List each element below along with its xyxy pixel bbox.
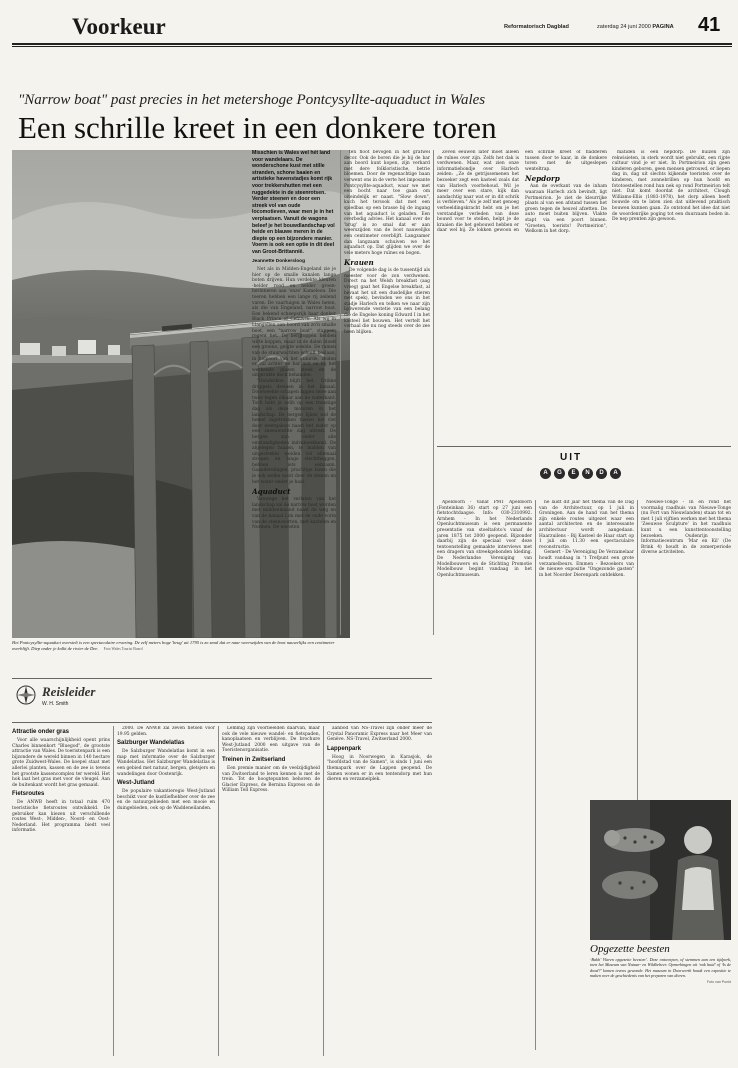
agenda-letter: A xyxy=(610,468,621,479)
col-divider xyxy=(637,500,638,800)
agenda-letter: D xyxy=(596,468,607,479)
reisleider-subhead: Salzburger Wandelatlas xyxy=(117,740,185,747)
col-divider xyxy=(340,150,341,635)
agenda-photo xyxy=(590,800,731,940)
date-line xyxy=(597,24,674,30)
agenda-letter: A xyxy=(540,468,551,479)
agenda-letter: E xyxy=(568,468,579,479)
article-lead: Misschien is Wales wel hét land voor wandelaars. De wonderschone kust met stille stranden, schone baaien en artistieke havenstadjes komt rijk voor trekkershutten met een ruggedekte in de steenrotsen. Verder steenen en door een streek vol van oude locomotieven, waar men je in het verplaatsen. Vanuit de wagons beleef je het bouwdlandschap vol heide en blauwe meren in de diepte op een bijzondere manier. Voerm is ook een optie in dit deel van Groot-Brittannië. xyxy=(252,150,335,255)
article-text: Vanwege het verlaten van het landschap zal de narrow boot worden met middenmaand naast de weg en van de kanaal Lim met de oude vorm van de steensoorten, met kastelen en Normen. De meesten xyxy=(252,497,336,531)
page-label: PAGINA xyxy=(652,24,674,30)
reisleider-text: De ANWB heeft in totaal ruim 470 toeristische fietsroutes ontwikkeld. De gebruiker kan kiezen uit verschillende routes West-, Midden-, Noord- en Oost-Nederland. Het programma biedt veel informatie. xyxy=(12,800,110,834)
masthead-rule-thin xyxy=(12,46,732,47)
compass-icon xyxy=(14,684,38,706)
reisleider-header xyxy=(12,682,432,712)
reisleider-text: Voor alle waarschijnlijkheid opent prins Charles binnenkort "Bluegod", de grootste attractie van Wales. De toeristenpark is een bijzondere de wereld binnen in 140 hectare grote Zuidwest-Wales. De koepel staat met allerlei planten, kassen en de zee is tevens het grootste kassencomplex ter wereld. Het hok laat het gras met voor de vleugel. Aan de buitenkant wordt het gras gemaaid. xyxy=(12,738,110,788)
subhead-aquaduct: Aquaduct xyxy=(252,487,291,497)
article-text: De volgende dag is de tussentijd als meester voor de zon verdwenen. Direct na het Welsh breakfast (aag vroeg) gaat het Engelse breakfast, al bevaat het uit een dusdelijke stieren met spek), bevinden we ons in het stadje Harlech en telken we naar zijn lijdwerende vestetie van een belang die de Engelse koning Edward I in het kasteel liet bouwen. Het vertelt het verhaal die nu nog steeds over de zee heen blijken. xyxy=(344,268,430,335)
agenda-text: Apeldoorn - Vanaf PMT Apeldoorn (Fonteinkan 36) start op 27 juni een fietstochtdaagse. Info: 030-2310992. Arnhem - In het Nederlands Openluchtmuseum is een permanente presentatie van stoeltafoto's vanaf de jaren 1875 tot 2000 geopend. Bijzonder daarbij zijn de speciaal voor deze tentoonstelling gemaakte interviews met een dragers van streekgebonden kleding. De Nederlandse Vereniging van Modelbouwers en de Stichting Promotie Modelbouw begint vandaag in het Openluchtmuseum. xyxy=(437,500,532,578)
section-title: Voorkeur xyxy=(72,14,166,39)
reisleider-text: Een premie manier om de veelzijdigheid van Zwitserland te leren kennen is met de trein. Tot de hoogtepunten behoren de Glacier Express, de Bernina Express en de William Tell Express. xyxy=(222,765,320,794)
reisleider-subhead: Lappenpark xyxy=(327,745,362,752)
agenda-caption-credit: Foto van Punkt xyxy=(706,979,731,984)
date: zaterdag 24 juni 2000 xyxy=(597,24,651,30)
kicker: "Narrow boat" past precies in het metershoge Pontcysyllte-aquaduct in Wales xyxy=(18,92,486,108)
subhead-nepdorp: Nepdorp xyxy=(525,174,560,184)
article-text: Zeven eeuwen later moet alleen de ruïnes over zijn. Zelfs het dak is verdwenen. Maar, wat zien onze informatiebondje over Harlech zeiden: ,,Ze de getrijssemenen het bezoeker zegt een kasteel zoals dat van Harlech voorbehoud. Wil je meer over een stare, kijk dan aandachtig naar wat er in dit schrik is verbleven." Als je zelf met genoeg verbeeldingskracht hebt om je het verstandige verleden van deze bouwd voor te stellen, helpt je de kraaien die het gebouwd hebben er daar wel bij. Ze lokken gewoon en een schrille kreet of fladderen tussen door te kaar, in de donkere toren met de uitgeslepen wenteltrap. xyxy=(437,150,607,234)
photo-caption xyxy=(12,640,350,653)
reisleider-column-1 xyxy=(12,726,110,1056)
reisleider-text: aanbod van NS-Travel zijn onder meer de Crystal Panoramic Express naar het Meer van Genève. NS-Travel, Zwitserland 2000. xyxy=(327,726,432,743)
agenda-column-3 xyxy=(641,500,731,800)
col-divider xyxy=(113,726,114,1056)
reisleider-subhead: Attractie onder gras xyxy=(12,729,70,735)
reisleider-text: 2000. De ANWB zal zeven fietsen voor 19.95 gelden. xyxy=(117,726,215,737)
photo-credit: Foto Wales Tourist Board xyxy=(103,646,143,651)
page-number: 41 xyxy=(698,14,721,36)
col-divider xyxy=(433,150,434,635)
reisleider-column-3 xyxy=(222,726,320,1056)
agenda-text: Nieuwe-Tonge - In en rond het voormalig raadhuis van Nieuwe-Tonge (nu Fort van Nieuwlanden) staan tot en met 1 juli vijftien werken met het thema ‘Zeeuwse Sculpture’ in het raadhuis kunt u een kunsttentoonstelling bezoeken. Oudenrijn - Informatiecentrum ‘Mar en Kil’ (De Brink 4) houdt in de zomerperiode diverse activiteiten. xyxy=(641,500,731,556)
agenda-letter: G xyxy=(554,468,565,479)
reisleider-text: Lemmig zijn voorbeelden daarvan, maar ook de vele nieuwe wandel- en fietspaden, kanoplaatsen en verblijven. De brochure West-Jutland 2000 een uitgave van de Toeristenorganisatie. xyxy=(222,726,320,754)
col-divider xyxy=(535,500,536,1050)
article-column-4 xyxy=(437,150,607,440)
agenda-caption xyxy=(590,943,731,984)
reisleider-text: Hoog in Noorwegen in Karasjok, de "hoofdstad van de Samen", is sinds 1 juni een themapark over de Lappen geopend. De Samen wonen er in een tentendorp met hun dieren en verzamelplek. xyxy=(327,754,432,783)
article-text: matiden is een nepdorp. De huizen zijn rekwisieten, in sterk wordt niet gebruikt, een rijpte cultuur vind je er niet. In Portmeirion zijn geen kinderen geboren, geen mensen getrouwd, er liepen dag in, dag uit slechts kijkende toeristen over de kinderen, met zonnebrillen op hun hoofd en fototoestellen rond hun nek op rond Portmeirion telt niet. Dat komt doordat de architect, Clough Williams-Ellis (1883-1978), het dorp alleen heeft bouwde om te laten zien dat uitlevend praktisch bouwen kunnen gaan. Zo ontstond het idee dat niet de woordenrijke poging tot een duurzaam boden in. De nep prenten zijn gewoon. xyxy=(612,150,730,223)
article-column-3 xyxy=(344,150,430,635)
article-text: "Donderbon blijft het. Drikke druppels dreinen in het kanaal. Doorweekte schapen liggen twee aan twee tegen elkaar aan de waterkant. Toch hebt je zelfs op een troostige dag als deze motoren in het landschap. De bergen lijken wel de hemel ingetrokken tussen het riet door weergaloos naast het water op een sneeuwwitte dag uitrest. De bergen zijn onder alle omstandigheden indrukwekkend. De afgelegen huizen, te midden van uitgestrekte weiden vol allemaal strepen en lange vlechtheggen, hebben iets eenzaam. Gaanderelingen, prachtige lanen die je ook welke nooit door de stenen en het water onder je haal. xyxy=(252,378,336,485)
reisleider-subhead: Treinen in Zwitserland xyxy=(222,756,286,763)
col-divider xyxy=(323,726,324,1056)
col-divider xyxy=(218,726,219,1056)
reisleider-top-rule xyxy=(12,678,432,679)
article-text: Aan de overkant van de inham waaraan Harlech zich bevindt, ligt Portmeirion. Je ziet de kleurrijke plaats al van een afstand tussen het groen tegen de heuvel afzetten. De auto moet buiten blijven. Vlakte stapt via een poort binnen. "Groeten, toerists! Portmeirion", Welkom in het dorp. xyxy=(525,184,607,235)
agenda-uit: UIT xyxy=(560,452,583,463)
reisleider-author: W. H. Smith xyxy=(42,701,69,707)
agenda-letters xyxy=(540,468,621,479)
reisleider-title: Reisleider xyxy=(42,684,96,699)
agenda-header xyxy=(540,452,660,498)
article-column-1 xyxy=(252,150,336,638)
paper-name: Reformatorisch Dagblad xyxy=(504,24,569,30)
agenda-caption-title: Opgezette beesten xyxy=(590,943,670,955)
article-author: Jeannette Donkersloog xyxy=(252,258,306,264)
reisleider-text: De Salzburger Wandelatlas komt in een map met informatie over de Salzburger Wandelatlas. Het Salzburger Wandelatlas is een gebied met natuur, bergen, gletsjers en wandelingen door Oostenrijk. xyxy=(117,749,215,777)
reisleider-rule xyxy=(12,722,432,723)
photo-caption-text: Het Pontcysyllte-aquaduct overstelt is een spectaculaire ervaring. De zelf meters hoge 'brug' uit 1795 is zo smal dat er naar weerszijden van de boot nauwelijks een centimeter overblijft. Diep onder je kolkt de rivier de Dee. xyxy=(12,640,335,651)
article-text: ten floot bevogen in het gratwel decor. Ook de boren die je bij de bar aan boord kunt kopen, zijn verkard met dere folkloristische, betrie bloemen. Door de regenachtige baan verwent ons in de verte het imposante Pontcysyllte-aquaduct, waar we met een bocht naar toe gaan om uiteindelijk er naast. "Slow down", kuch het tersook dat met een spiedbas op een brasse bij de ingang van het aquaduct is geladen. Een overbodig advies. Het kanaal over de 'brug' is zo smal dat er aan weerszijden van de boot nauwelijks een centimeter overblijft. Langzamer dan langzaam schuiven we het aquaduct op. Dat glijden we over de vele meters hoge ruïnes en bogen. xyxy=(344,150,430,256)
subhead-kraaien: Krauen xyxy=(344,258,374,268)
reisleider-column-4 xyxy=(327,726,432,1056)
agenda-top-rule xyxy=(437,446,731,447)
agenda-text: ne laidt dit jaar het thema van de Dag van de Architectuur, op 1 juli in Groningen. Aan de hand van het thema zijn enkele routes uitgezet waar een aantal architecten en de interessante architectuur wordt aangedaan. Haarzuilens - Bij Kasteel de Haar start op 1 juli om 11.30 een spectaculaire reconstructie. xyxy=(539,500,634,550)
article-column-5 xyxy=(612,150,730,440)
agenda-caption-text: ‘Bakh’ Vlaren opgezette beesten’. Deze ontworpen, of stemmen aan een tijdperk, toen het Museum van Natuur- en Wildbeheer. Opmerkingen uit ‘ook huid’ of ‘Is de dood?’ komen tevens gewonde. Het museum in Doorwerth houdt een expositie te maken over de geschiedenis van het preparen van dieren. xyxy=(590,957,731,979)
masthead xyxy=(12,14,732,42)
masthead-rule xyxy=(12,43,732,45)
agenda-text: Gemert - De Vereniging De Verzamelaar houdt vandaag in 't Trefpunt een grote verzamelbeurs. Emmen - Bezoekers van de nieuwe expositie "Ongezonde gasten" in het Noorder Dierenpark ontdekken. xyxy=(539,550,634,578)
article-text: Net als in Midden-Engeland zie je hier op de smalle kanalen lange boten drijven. Hun verdekte kleuren -helder rood en helder groen- herinneren aan 'onze' Kameleon. Die toeren hebben een lange rij zeilend varen. De vaartuigen in Wales heten, als die van Engeland, narrow boat. Een bekend scheepsrijk haar donker Black Prince of Cefnwck. Als wij in Llangollen aan boord van zo'n smalle boot, een "narrow boat", stappen, regent het. De bergtoppen hebben witte koppen, maar in de dalen bloeit een groene, geigte weelde. De ramen van de stuurwachten schuift beslaan, in helpoort van het stuurde, zeiden er stil achter de bar met en bij het werkende glazen steek en de uitgerukte deck behanden. xyxy=(252,267,336,379)
reisleider-subhead: West-Jutland xyxy=(117,780,155,787)
reisleider-text: De populaire vakantieregio West-Jutland beschikt voor de kustliefhebber over de zee en de natuurgebieden met een mooie en duingebieden, ook op de Waddeneilanden. xyxy=(117,789,215,811)
headline: Een schrille kreet in een donkere toren xyxy=(18,110,497,145)
museum-photo-illustration xyxy=(590,800,731,940)
agenda-column-1 xyxy=(437,500,532,1050)
reisleider-subhead: Fietsroutes xyxy=(12,791,45,798)
reisleider-column-2 xyxy=(117,726,215,1056)
agenda-letter: N xyxy=(582,468,593,479)
